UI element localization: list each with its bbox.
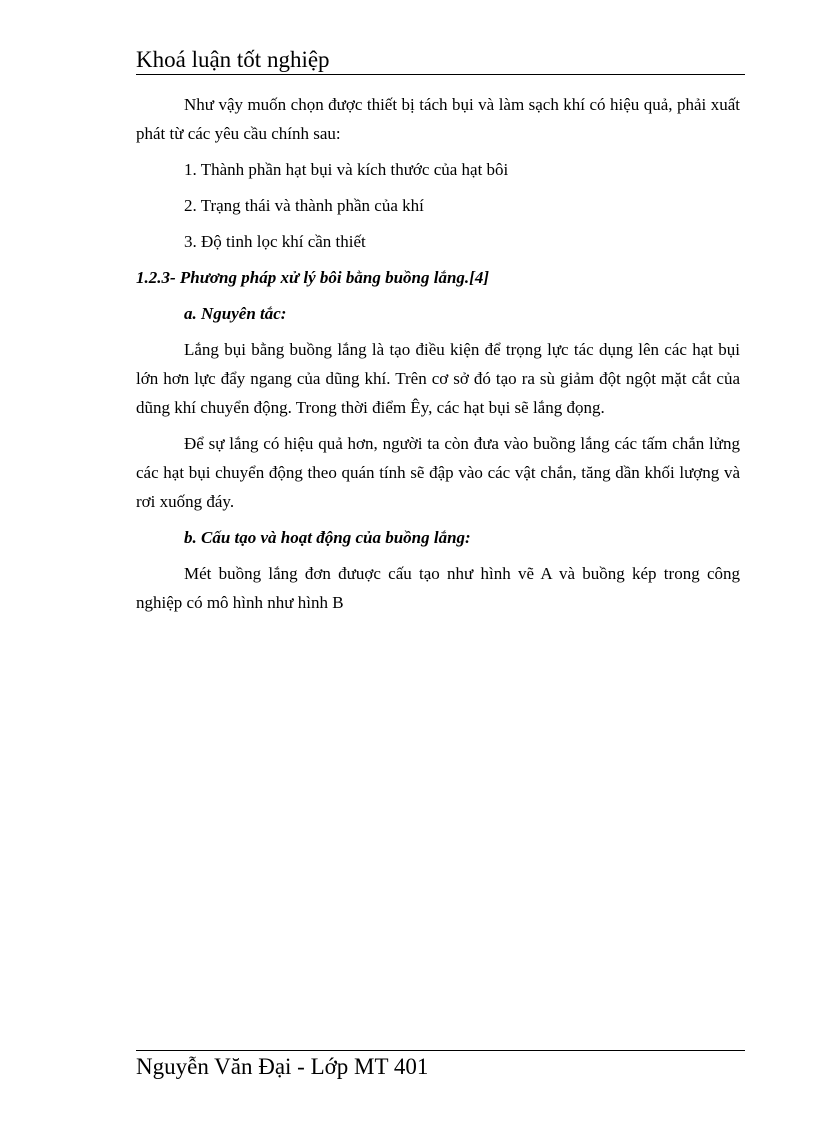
section-heading: 1.2.3- Phương pháp xử lý bôi bằng buồng lắng.[4] <box>136 268 490 287</box>
author-class-footer: Nguyễn Văn Đại - Lớp MT 401 <box>136 1054 429 1079</box>
structure-paragraph: Mét buồng lắng đơn đưuợc cấu tạo như hình vẽ A và buồng kép trong công nghiệp có mô hình như hình B <box>136 564 740 612</box>
document-title: Khoá luận tốt nghiệp <box>136 47 330 72</box>
intro-paragraph: Như vậy muốn chọn được thiết bị tách bụi và làm sạch khí có hiệu quả, phải xuất phát từ các yêu cầu chính sau: <box>136 95 740 143</box>
structure-heading: b. Cấu tạo và hoạt động của buồng lắng: <box>184 528 471 547</box>
principle-paragraph-2: Để sự lắng có hiệu quả hơn, người ta còn đưa vào buồng lắng các tấm chắn lửng các hạt bụi chuyển động theo quán tính sẽ đập vào các vật chắn, tăng dần khối lượng và rơi xuống đáy. <box>136 434 740 511</box>
page-content <box>136 90 740 624</box>
list-item: 3. Độ tinh lọc khí cần thiết <box>184 232 366 251</box>
list-item: 2. Trạng thái và thành phần của khí <box>184 196 424 215</box>
list-item: 1. Thành phần hạt bụi và kích thước của hạt bôi <box>184 160 509 179</box>
principle-paragraph-1: Lắng bụi bằng buồng lắng là tạo điều kiện để trọng lực tác dụng lên các hạt bụi lớn hơn lực đẩy ngang của dũng khí. Trên cơ sở đó tạo ra sù giảm đột ngột mặt cắt của dũng khí chuyển động. Trong thời điểm Êy, các hạt bụi sẽ lắng đọng. <box>136 340 740 417</box>
page-header <box>136 46 745 75</box>
principle-heading: a. Nguyên tắc: <box>184 304 287 323</box>
requirements-list <box>136 155 740 256</box>
page-footer <box>136 1050 745 1081</box>
